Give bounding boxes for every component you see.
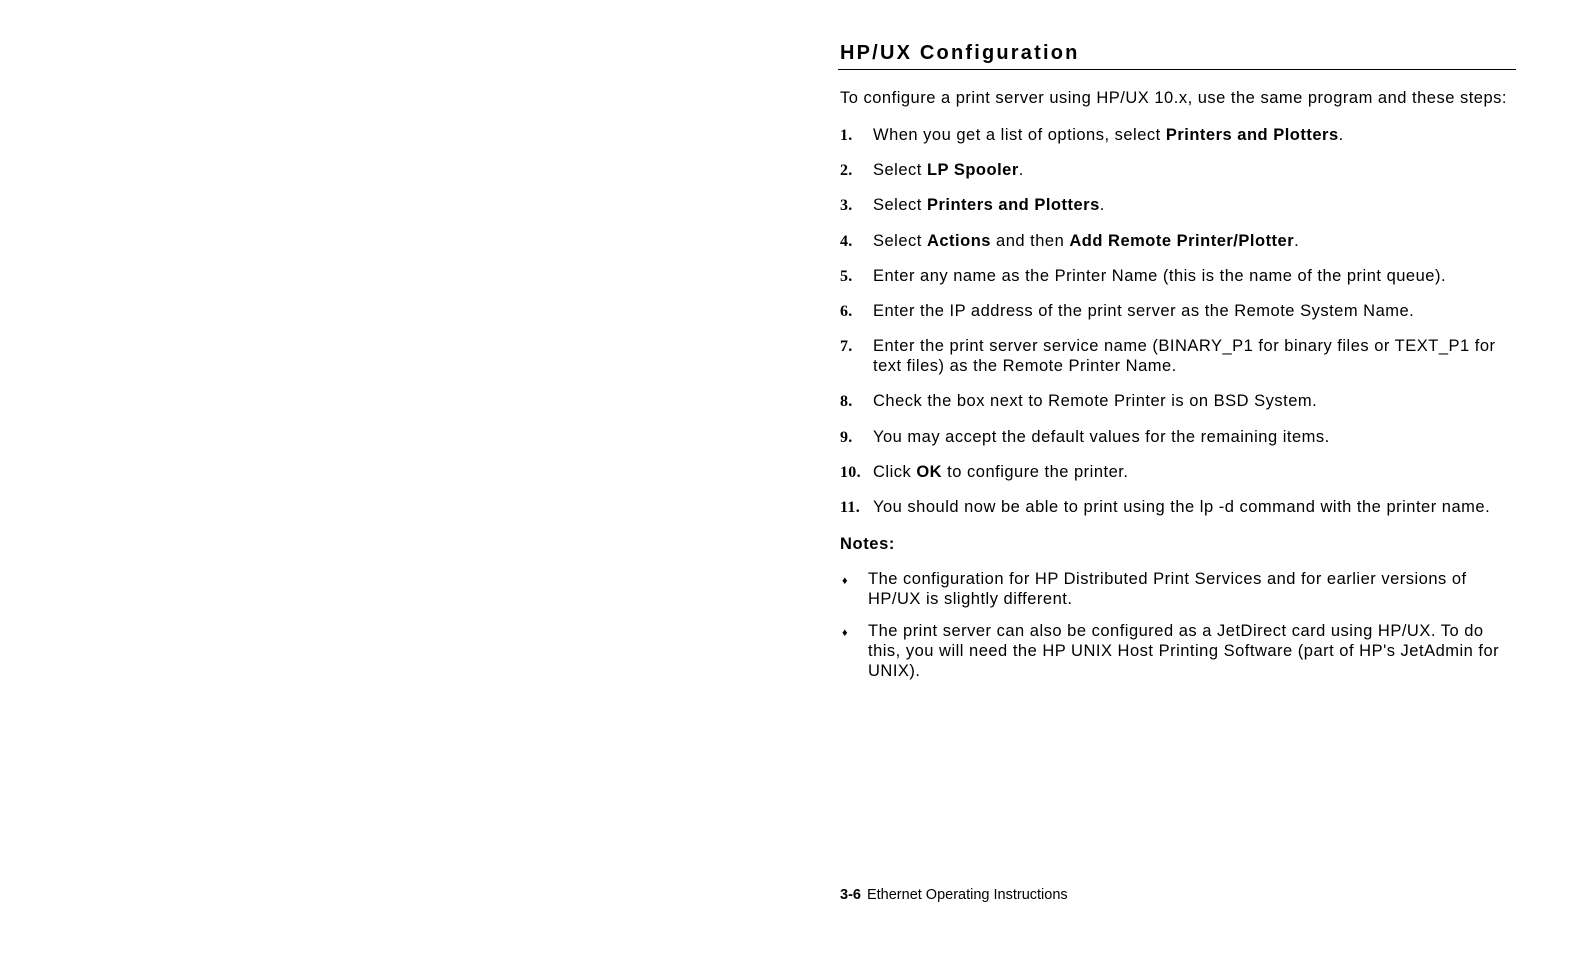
step-emphasis: LP Spooler	[926, 161, 1019, 180]
step-text-run: Enter any name as the Printer Name (this is the name of the print queue).	[873, 266, 1447, 285]
step-emphasis: Printers and Plotters	[1165, 126, 1339, 144]
step-number: 7.	[840, 338, 853, 356]
step-item	[840, 231, 1514, 251]
step-number: 11.	[840, 498, 861, 516]
step-text	[873, 267, 1446, 285]
step-item	[840, 427, 1514, 447]
step-text-run: and then	[990, 231, 1070, 250]
step-text	[873, 232, 1299, 250]
step-text	[873, 392, 1317, 410]
document-page	[840, 40, 1514, 693]
step-text-run: When you get a list of options, select	[873, 126, 1166, 144]
step-emphasis: Actions	[926, 231, 991, 250]
step-text-run: .	[1294, 231, 1300, 250]
steps-list	[840, 125, 1514, 517]
step-text	[873, 428, 1330, 446]
step-item	[840, 125, 1514, 145]
step-text-run: Enter the IP address of the print server as the Remote System Name.	[873, 301, 1415, 320]
step-text	[873, 463, 1128, 481]
step-text	[873, 196, 1105, 214]
note-item	[840, 569, 1514, 609]
step-emphasis: OK	[916, 462, 943, 481]
step-number: 10.	[840, 463, 861, 481]
note-text: The print server can also be configured as a JetDirect card using HP/UX. To do this, you will need the HP UNIX Host Printing Software (part of HP's JetAdmin for UNIX).	[868, 621, 1500, 680]
document-title: Ethernet Operating Instructions	[866, 887, 1068, 903]
step-number: 8.	[840, 393, 853, 411]
step-number: 6.	[840, 302, 853, 320]
note-item	[840, 621, 1514, 681]
step-text-run: Select	[873, 196, 927, 215]
notes-heading: Notes:	[840, 534, 895, 553]
step-text	[873, 498, 1490, 516]
step-item	[840, 462, 1514, 482]
page-number: 3-6	[840, 887, 861, 903]
diamond-bullet-icon: ♦	[842, 626, 849, 639]
step-item	[840, 391, 1514, 411]
step-number: 1.	[840, 127, 853, 144]
notes-list	[840, 569, 1514, 681]
step-text-run: Check the box next to Remote Printer is on BSD System.	[873, 392, 1318, 411]
step-number: 5.	[840, 267, 853, 285]
diamond-bullet-icon: ♦	[842, 574, 849, 587]
note-text: The configuration for HP Distributed Print Services and for earlier versions of HP/UX is slightly different.	[868, 569, 1467, 608]
step-text	[873, 337, 1496, 375]
step-item	[840, 195, 1514, 215]
step-text-run: You may accept the default values for the remaining items.	[873, 427, 1330, 446]
step-text-run: Click	[873, 462, 917, 481]
step-text-run: to configure the printer.	[942, 462, 1129, 481]
step-text-run: .	[1018, 161, 1024, 180]
step-number: 4.	[840, 232, 853, 250]
step-number: 3.	[840, 197, 853, 215]
step-text-run: Select	[873, 231, 927, 250]
step-item	[840, 497, 1514, 517]
step-text	[873, 302, 1414, 320]
section-title: HP/UX Configuration	[838, 40, 1516, 70]
step-emphasis: Printers and Plotters	[926, 196, 1100, 215]
step-item	[840, 336, 1514, 376]
step-text-run: .	[1338, 126, 1344, 144]
page-footer	[840, 886, 1068, 904]
step-number: 2.	[840, 162, 853, 180]
step-item	[840, 160, 1514, 180]
step-text	[873, 161, 1024, 179]
step-text-run: You should now be able to print using the lp -d command with the printer name.	[873, 497, 1491, 516]
step-text-run: .	[1099, 196, 1105, 215]
step-item	[840, 301, 1514, 321]
intro-paragraph: To configure a print server using HP/UX 10.x, use the same program and these steps:	[840, 89, 1507, 107]
step-emphasis: Add Remote Printer/Plotter	[1069, 231, 1295, 250]
step-number: 9.	[840, 428, 853, 446]
step-text-run: Select	[873, 161, 927, 180]
step-text	[873, 126, 1344, 144]
step-item	[840, 266, 1514, 286]
step-text-run: Enter the print server service name (BINARY_P1 for binary files or TEXT_P1 for text files) as the Remote Printer Name.	[873, 337, 1496, 376]
